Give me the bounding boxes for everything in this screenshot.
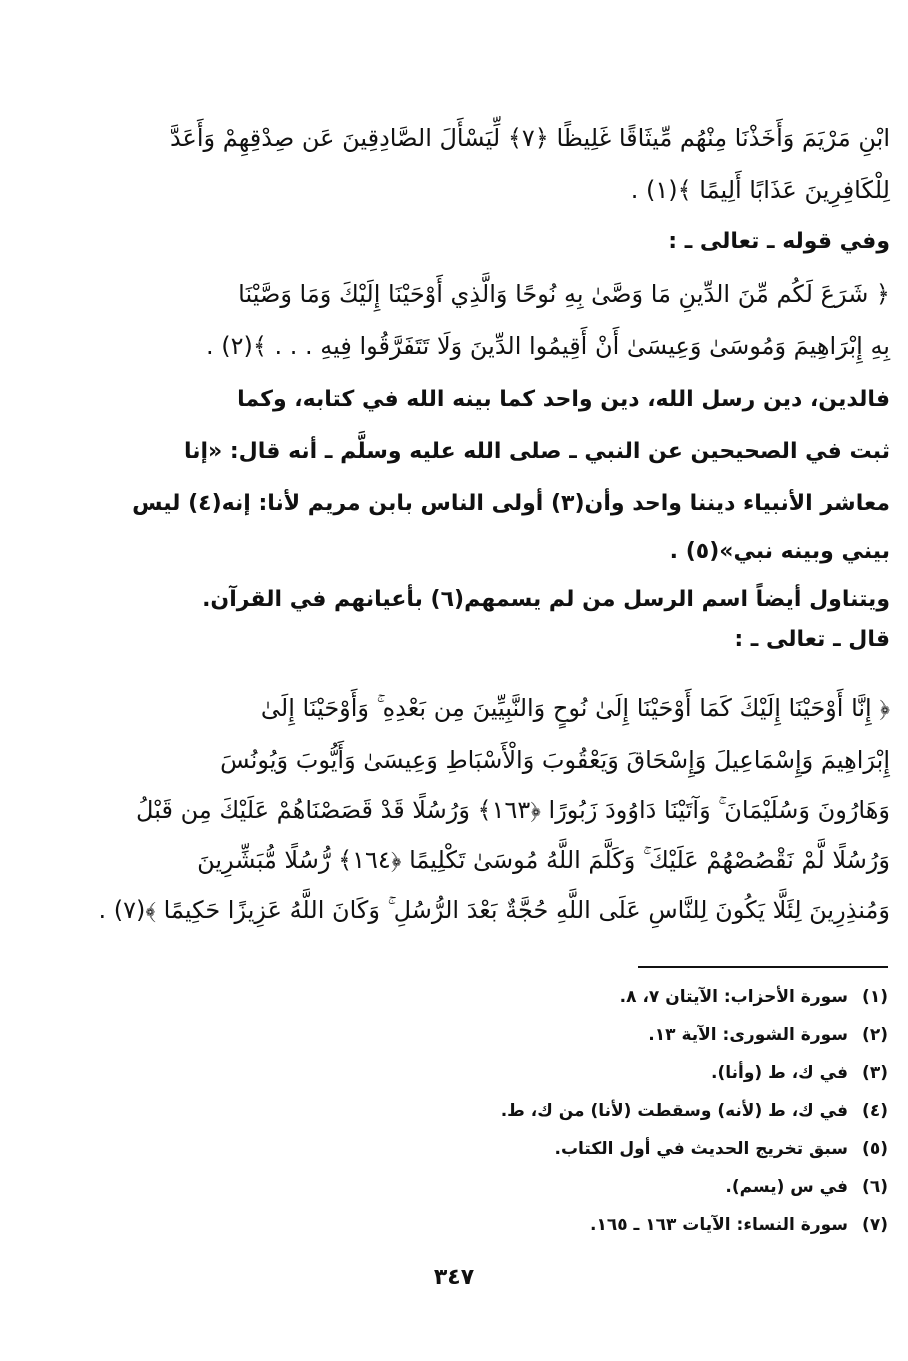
verse-line-12: ﴿ إِنَّا أَوْحَيْنَا إِلَيْكَ كَمَا أَوْحَيْنَا إِلَىٰ نُوحٍ وَالنَّبِيِّينَ مِن بَعْدِهِ ۚ وَأَوْحَيْنَا إِلَىٰ bbox=[260, 694, 890, 722]
footnote-1 bbox=[380, 978, 888, 1016]
footnotes bbox=[380, 978, 888, 1244]
verse-line-2: لِلْكَافِرِينَ عَذَابًا أَلِيمًا ﴾(١) . bbox=[630, 176, 890, 204]
footnotes-divider bbox=[638, 966, 888, 968]
footnote-number: (٥) bbox=[862, 1139, 888, 1159]
footnote-text: سورة النساء: الآيات ١٦٣ ـ ١٦٥. bbox=[589, 1215, 848, 1235]
footnote-number: (١) bbox=[862, 987, 888, 1007]
verse-line-14: وَهَارُونَ وَسُلَيْمَانَ ۚ وَآتَيْنَا دَاوُودَ زَبُورًا ﴿١٦٣﴾ وَرُسُلًا قَدْ قَصَصْنَاهُمْ عَلَيْكَ مِن قَبْلُ bbox=[136, 796, 890, 824]
footnote-number: (٧) bbox=[862, 1215, 888, 1235]
prose-line-10: ويتناول أيضاً اسم الرسل من لم يسمهم(٦) بأعيانهم في القرآن. bbox=[202, 587, 890, 612]
verse-line-1: ابْنِ مَرْيَمَ وَأَخَذْنَا مِنْهُم مِّيثَاقًا غَلِيظًا ﴿٧﴾ لِّيَسْأَلَ الصَّادِقِينَ عَن صِدْقِهِمْ وَأَعَدَّ bbox=[169, 124, 890, 152]
prose-line-7: ثبت في الصحيحين عن النبي ـ صلى الله عليه وسلَّم ـ أنه قال: «إنا bbox=[183, 439, 890, 464]
verse-line-5: بِهِ إِبْرَاهِيمَ وَمُوسَىٰ وَعِيسَىٰ أَنْ أَقِيمُوا الدِّينَ وَلَا تَتَفَرَّقُوا فِيهِ . . . ﴾(٢) . bbox=[205, 332, 890, 360]
footnote-number: (٦) bbox=[862, 1177, 888, 1197]
footnote-text: في ك، ط (لأنه) وسقطت (لأنا) من ك، ط. bbox=[500, 1101, 848, 1121]
prose-line-3: وفي قوله ـ تعالى ـ : bbox=[668, 229, 890, 254]
footnote-5 bbox=[380, 1130, 888, 1168]
prose-line-9: بيني وبينه نبي»(٥) . bbox=[669, 539, 890, 564]
footnote-text: في س (يسم). bbox=[725, 1177, 848, 1197]
footnote-text: في ك، ط (وأنا). bbox=[711, 1063, 848, 1083]
page-number: ٣٤٧ bbox=[433, 1265, 475, 1290]
verse-line-4: ﴿ شَرَعَ لَكُم مِّنَ الدِّينِ مَا وَصَّىٰ بِهِ نُوحًا وَالَّذِي أَوْحَيْنَا إِلَيْكَ وَمَا وَصَّيْنَا bbox=[238, 280, 890, 308]
prose-line-11: قال ـ تعالى ـ : bbox=[734, 627, 890, 652]
footnote-7 bbox=[380, 1206, 888, 1244]
verse-line-13: إِبْرَاهِيمَ وَإِسْمَاعِيلَ وَإِسْحَاقَ وَيَعْقُوبَ وَالْأَسْبَاطِ وَعِيسَىٰ وَأَيُّوبَ وَيُونُسَ bbox=[220, 746, 890, 774]
verse-line-16: وَمُنذِرِينَ لِئَلَّا يَكُونَ لِلنَّاسِ عَلَى اللَّهِ حُجَّةٌ بَعْدَ الرُّسُلِ ۚ وَكَانَ اللَّهُ عَزِيزًا حَكِيمًا ﴾(٧) . bbox=[98, 896, 890, 924]
prose-line-6: فالدين، دين رسل الله، دين واحد كما بينه الله في كتابه، وكما bbox=[237, 387, 890, 412]
footnote-4 bbox=[380, 1092, 888, 1130]
footnote-number: (٤) bbox=[862, 1101, 888, 1121]
prose-line-8: معاشر الأنبياء ديننا واحد وأن(٣) أولى الناس بابن مريم لأنا: إنه(٤) ليس bbox=[132, 491, 890, 516]
footnote-text: سورة الأحزاب: الآيتان ٧، ٨. bbox=[619, 987, 848, 1007]
footnote-3 bbox=[380, 1054, 888, 1092]
footnote-text: سورة الشورى: الآية ١٣. bbox=[648, 1025, 848, 1045]
footnote-6 bbox=[380, 1168, 888, 1206]
footnote-2 bbox=[380, 1016, 888, 1054]
footnote-number: (٣) bbox=[862, 1063, 888, 1083]
footnote-text: سبق تخريج الحديث في أول الكتاب. bbox=[554, 1139, 848, 1159]
footnote-number: (٢) bbox=[862, 1025, 888, 1045]
verse-line-15: وَرُسُلًا لَّمْ نَقْصُصْهُمْ عَلَيْكَ ۚ وَكَلَّمَ اللَّهُ مُوسَىٰ تَكْلِيمًا ﴿١٦٤﴾ رُّسُلًا مُّبَشِّرِينَ bbox=[197, 846, 890, 874]
